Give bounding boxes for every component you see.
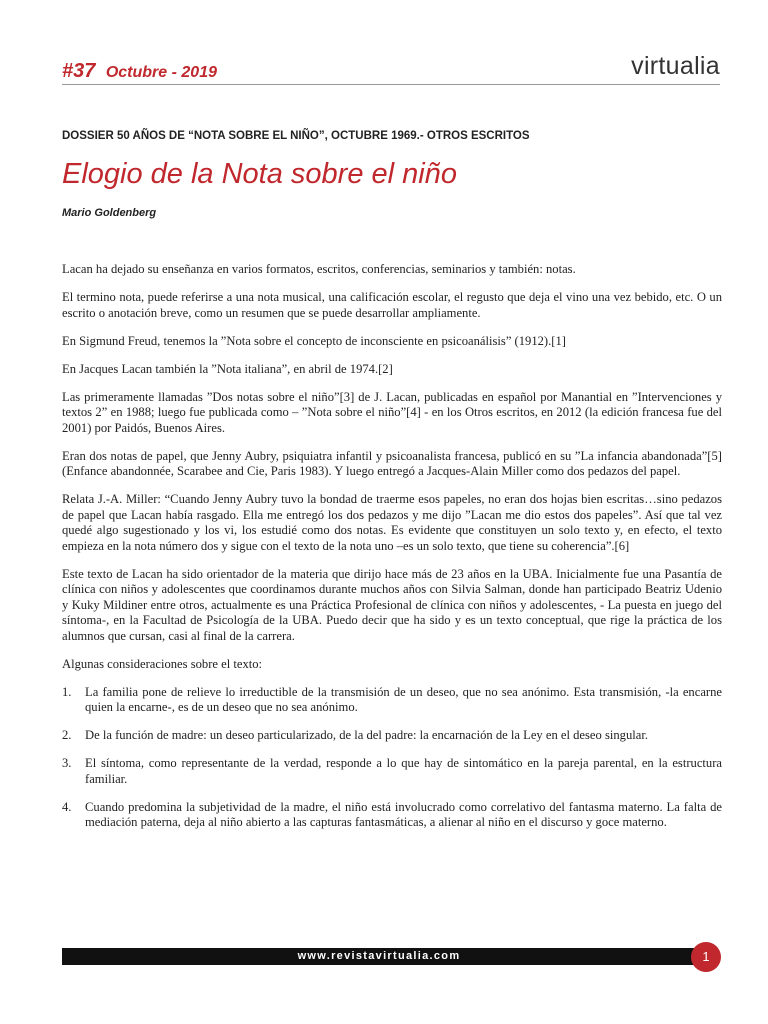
paragraph: En Sigmund Freud, tenemos la ”Nota sobre el concepto de inconsciente en psicoanálisis” (1912).[1]	[62, 333, 566, 348]
list-item	[62, 728, 722, 744]
list-text: Cuando predomina la subjetividad de la madre, el niño está involucrado como correlativo del fantasma materno. La falta de mediación paterna, deja al niño abierto a las capturas fantasmáticas, a alienar al niño en el discurso y goce materno.	[85, 799, 722, 829]
list-number: 4.	[62, 799, 72, 814]
paragraph: Relata J.-A. Miller: “Cuando Jenny Aubry tuvo la bondad de traerme esos papeles, no eran dos hojas bien escritas…sino pedazos de papel que Lacan había rasgado. Ella me entregó los dos pedazos y me dijo ”Lacan me dio estos dos papeles”. Así que tal vez quedé algo sugestionado y los vi, los estudié como dos notas. Es evidente que constituyen un solo texto y, en efecto, el texto empieza en la nota número dos y sigue con el texto de la nota uno –es un solo texto, que tiene su coherencia”.[6]	[62, 492, 722, 553]
list-text: El síntoma, como representante de la verdad, responde a lo que hay de sintomático en la pareja parental, en la estructura familiar.	[85, 756, 722, 786]
article-body	[62, 262, 722, 843]
paragraph: En Jacques Lacan también la ”Nota italiana”, en abril de 1974.[2]	[62, 361, 393, 376]
article-author: Mario Goldenberg	[62, 207, 157, 219]
brand-logo: virtualia	[631, 52, 720, 80]
list-item	[62, 800, 722, 831]
issue-label	[62, 60, 217, 83]
list-text: La familia pone de relieve lo irreductible de la transmisión de un deseo, que no sea anónimo. Esta transmisión, -la encarne quien la encarne-, es de un deseo que no sea anónimo.	[85, 684, 722, 714]
paragraph: Lacan ha dejado su enseñanza en varios formatos, escritos, conferencias, seminarios y también: notas.	[62, 262, 576, 276]
article-title: Elogio de la Nota sobre el niño	[62, 158, 457, 190]
list-item	[62, 685, 722, 716]
considerations-list	[62, 685, 722, 831]
list-item	[62, 756, 722, 787]
list-number: 2.	[62, 728, 72, 742]
header-divider	[62, 84, 720, 85]
footer-url[interactable]: www.revistavirtualia.com	[297, 950, 461, 962]
list-number: 1.	[62, 684, 72, 699]
paragraph: Algunas consideraciones sobre el texto:	[62, 656, 263, 671]
dossier-heading: DOSSIER 50 AÑOS DE “NOTA SOBRE EL NIÑO”, OCTUBRE 1969.- OTROS ESCRITOS	[62, 130, 530, 142]
paragraph: Este texto de Lacan ha sido orientador de la materia que dirijo hace más de 23 años en la UBA. Inicialmente fue una Pasantía de clínica con niños y adolescentes que coordinamos durante muchos años con Silvia Salman, donde han participado Beatriz Udenio y Kuky Mildiner entre otros, actualmente es una Práctica Profesional de clínica con niños y adolescentes, - La puesta en juego del síntoma-, en la Facultad de Psicología de la UBA. Puedo decir que ha sido y es un texto conceptual, que rige la práctica de los alumnos que cursan, casi al final de la carrera.	[62, 566, 722, 643]
list-number: 3.	[62, 756, 72, 770]
list-text: De la función de madre: un deseo particularizado, de la del padre: la encarnación de la Ley en el deseo singular.	[85, 728, 648, 742]
footer-url-bar	[62, 948, 696, 965]
page-number: 1	[691, 942, 721, 972]
paragraph: El termino nota, puede referirse a una nota musical, una calificación escolar, el regusto que deja el vino una vez bebido, etc. O un escrito o anotación breve, como un resumen que se puede desarrollar ampliamente.	[62, 290, 722, 320]
issue-number: #37	[62, 60, 96, 82]
paragraph: Las primeramente llamadas ”Dos notas sobre el niño”[3] de J. Lacan, publicadas en español por Manantial en ”Intervenciones y textos 2” en 1988; luego fue publicada como – ”Nota sobre el niño”[4] - en los Otros escritos, en 2012 (la edición francesa fue del 2001) por Paidós, Buenos Aires.	[62, 389, 722, 435]
issue-date: Octubre - 2019	[105, 64, 217, 81]
paragraph: Eran dos notas de papel, que Jenny Aubry, psiquiatra infantil y psicoanalista francesa, publicó en su ”La infancia abandonada”[5] (Enfance abandonnée, Scarabee and Cie, Paris 1983). Y luego entregó a Jacques-Alain Miller como dos pedazos del papel.	[62, 448, 722, 478]
